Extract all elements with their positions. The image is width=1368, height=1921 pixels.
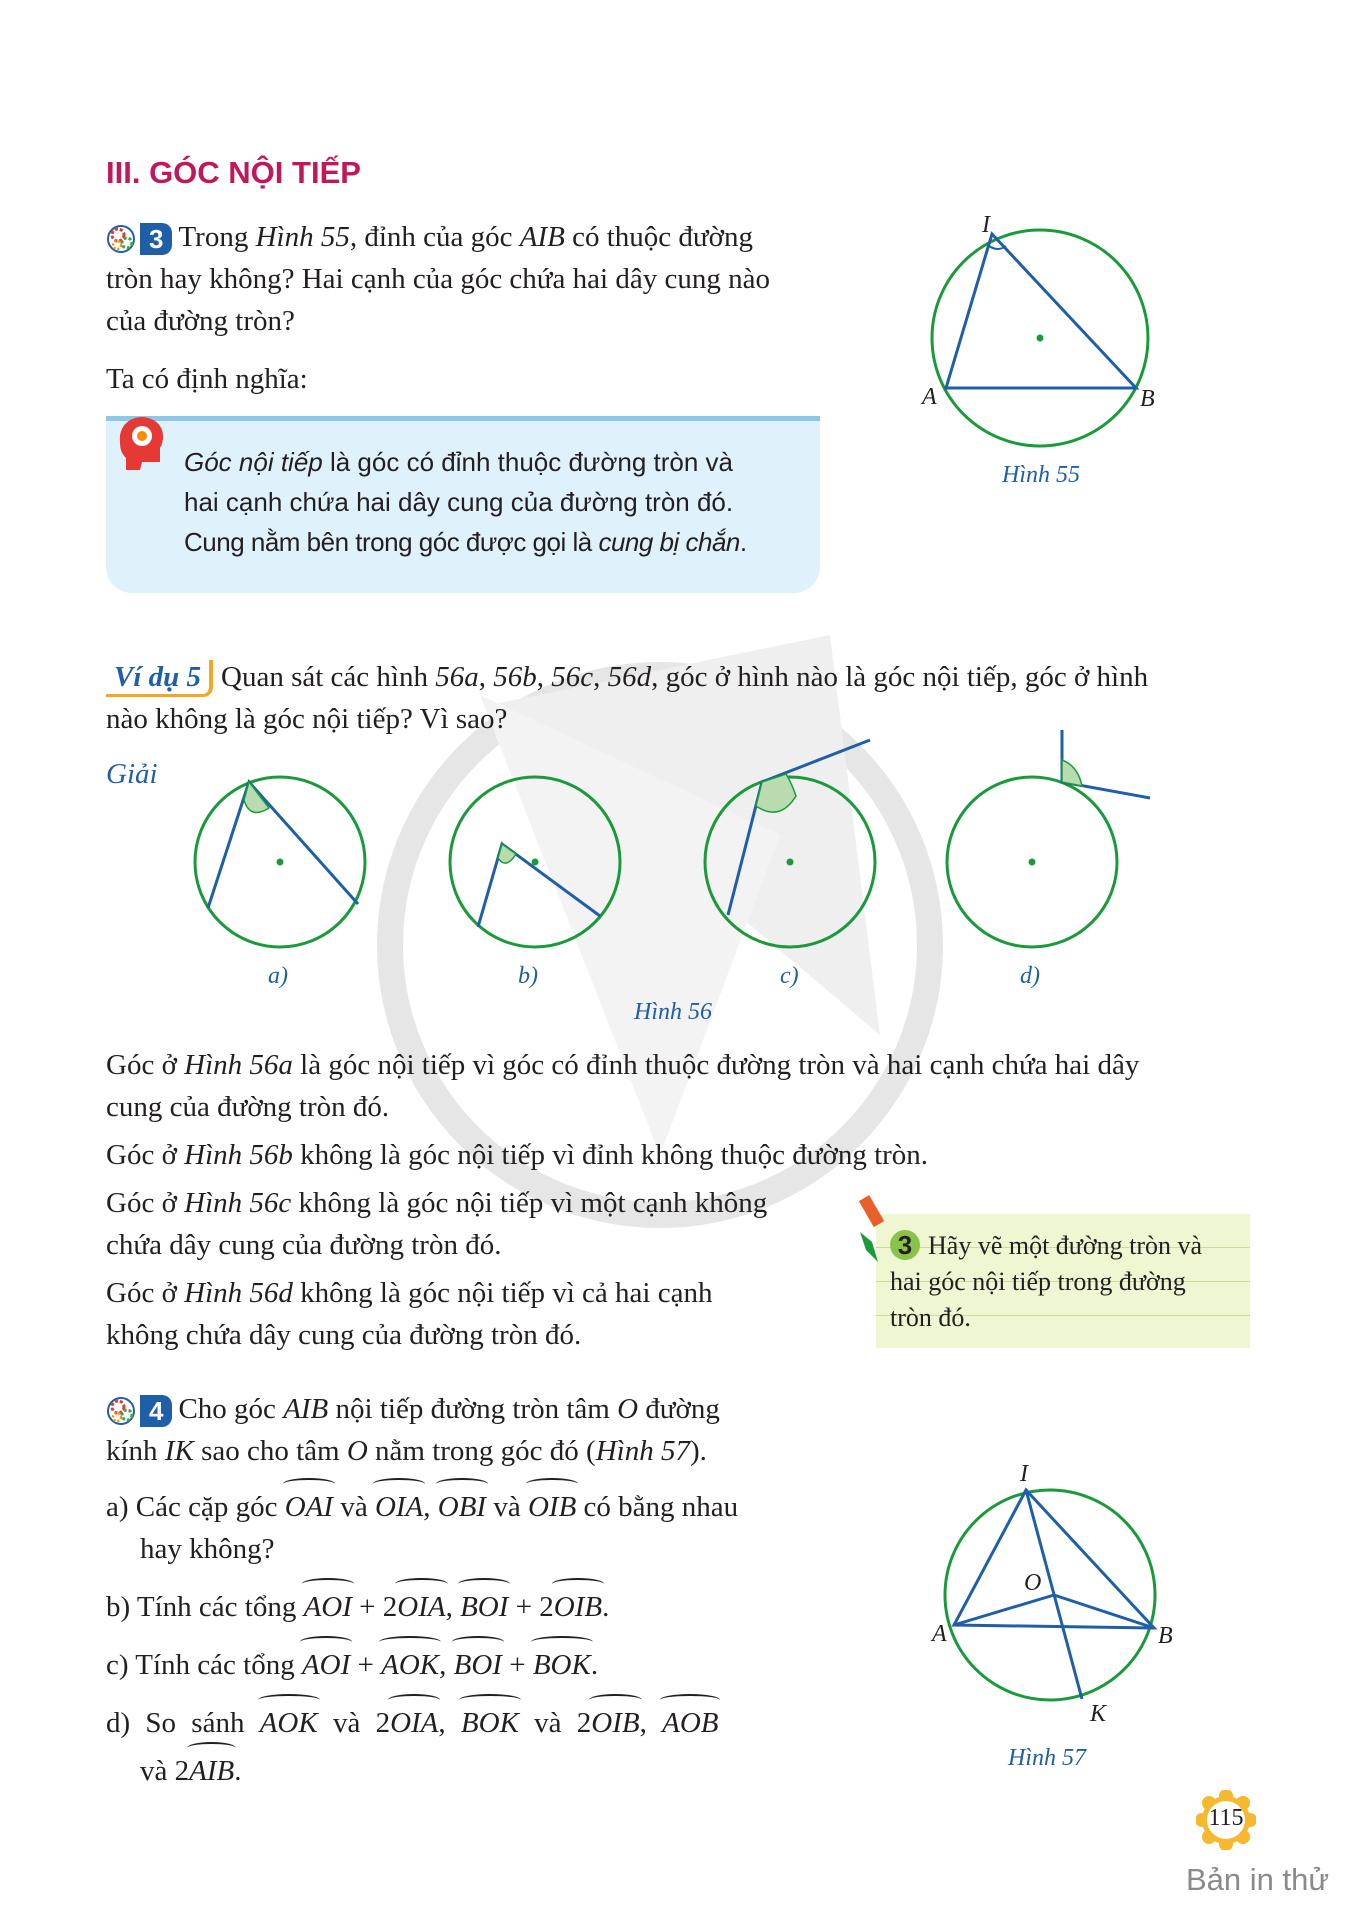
activity-number: 4 bbox=[140, 1395, 172, 1427]
label-O: O bbox=[1024, 1570, 1042, 1596]
angle-name: OBI bbox=[438, 1480, 486, 1528]
text: không là góc nội tiếp vì đỉnh không thuộc đường tròn. bbox=[292, 1139, 929, 1171]
text-line: chứa dây cung của đường tròn đó. bbox=[106, 1229, 502, 1261]
text: Trong bbox=[178, 221, 256, 253]
point-name: O bbox=[346, 1435, 368, 1467]
text: , bbox=[438, 1707, 461, 1739]
text: có bằng nhau bbox=[576, 1491, 739, 1523]
text: Cho góc bbox=[178, 1393, 284, 1425]
center-point bbox=[1037, 335, 1044, 342]
angle-name: AOI bbox=[302, 1638, 350, 1686]
text: Góc ở bbox=[106, 1049, 185, 1081]
section-title: III. GÓC NỘI TIẾP bbox=[106, 155, 361, 190]
label-B: B bbox=[1158, 1623, 1173, 1649]
angle-name: AOK bbox=[260, 1696, 318, 1744]
text: , bbox=[639, 1707, 663, 1739]
text: nội tiếp đường tròn tâm bbox=[328, 1393, 618, 1425]
text: không là góc nội tiếp vì một cạnh không bbox=[291, 1187, 768, 1219]
angle-name: AOI bbox=[304, 1580, 352, 1628]
angle-name: AOB bbox=[662, 1696, 718, 1744]
activity-4 bbox=[106, 1388, 826, 1792]
text: , góc ở hình nào là góc nội tiếp, góc ở hình bbox=[651, 661, 1149, 693]
angle-name: OIB bbox=[591, 1696, 639, 1744]
text: . bbox=[590, 1649, 599, 1681]
text: sao cho tâm bbox=[193, 1435, 347, 1467]
text: , bbox=[593, 661, 608, 693]
text: , bbox=[439, 1649, 454, 1681]
label-I: I bbox=[1020, 1461, 1028, 1487]
fig-ref: Hình 56b bbox=[184, 1139, 293, 1171]
draft-watermark-text: Bản in thử bbox=[1186, 1862, 1330, 1897]
text: là góc có đỉnh thuộc đường tròn và bbox=[322, 447, 734, 477]
text: d) So sánh bbox=[106, 1707, 260, 1739]
point-name: O bbox=[617, 1393, 639, 1425]
text: + 2 bbox=[508, 1591, 554, 1623]
angle-name: AOK bbox=[381, 1638, 439, 1686]
angle-name: OIB bbox=[554, 1580, 602, 1628]
angle-name: BOI bbox=[454, 1638, 502, 1686]
caption: Hình 57 bbox=[1008, 1745, 1086, 1771]
fig-ref: 56c bbox=[551, 661, 594, 693]
text: Góc ở bbox=[106, 1277, 185, 1309]
angle-name: OAI bbox=[285, 1480, 333, 1528]
practice-number: 3 bbox=[890, 1230, 920, 1260]
label-a: a) bbox=[268, 963, 288, 989]
text: là góc nội tiếp vì góc có đỉnh thuộc đường tròn và hai cạnh chứa hai dây bbox=[292, 1049, 1140, 1081]
label-A: A bbox=[922, 384, 937, 410]
angle-name: AIB bbox=[519, 221, 565, 253]
angle-name: OIA bbox=[397, 1580, 445, 1628]
term: cung bị chắn bbox=[598, 527, 740, 557]
text: và bbox=[333, 1491, 375, 1523]
text-line: hai góc nội tiếp trong đường bbox=[890, 1267, 1186, 1296]
fig56c bbox=[705, 740, 875, 989]
label-c: c) bbox=[780, 963, 799, 989]
text: kính bbox=[106, 1435, 165, 1467]
fig-ref: Hình 56a bbox=[184, 1049, 293, 1081]
page-number: 115 bbox=[1208, 1805, 1244, 1831]
text: b) Tính các tổng bbox=[106, 1591, 304, 1623]
text: Cung nằm bên trong góc được gọi là bbox=[184, 527, 599, 557]
text-line: hai cạnh chứa hai dây cung của đường tròn đó. bbox=[184, 487, 734, 517]
text: Góc ở bbox=[106, 1139, 185, 1171]
answers bbox=[106, 1044, 1276, 1176]
fig-ref: 56d bbox=[607, 661, 652, 693]
figure-55 bbox=[910, 210, 1180, 510]
segment-name: IK bbox=[164, 1435, 194, 1467]
label-d: d) bbox=[1020, 963, 1040, 989]
text: , bbox=[445, 1591, 461, 1623]
text: . bbox=[602, 1591, 610, 1623]
text: và 2 bbox=[518, 1707, 592, 1739]
text-line: của đường tròn? bbox=[106, 305, 295, 337]
triangle bbox=[946, 234, 1136, 388]
figure-57 bbox=[930, 1455, 1200, 1785]
activity-badge bbox=[106, 1393, 172, 1429]
label-I: I bbox=[982, 212, 990, 238]
text-line: tròn đó. bbox=[890, 1303, 971, 1332]
angle-name: BOK bbox=[461, 1696, 519, 1744]
activity-3 bbox=[106, 216, 826, 342]
angle-name: AIB bbox=[283, 1393, 329, 1425]
text-line: tròn hay không? Hai cạnh của góc chứa hai dây cung nào bbox=[106, 263, 770, 295]
text: + bbox=[350, 1649, 382, 1681]
fig-ref: Hình 56d bbox=[184, 1277, 293, 1309]
text: nằm trong góc đó ( bbox=[367, 1435, 596, 1467]
text: , bbox=[478, 661, 494, 693]
angle-name: BOI bbox=[460, 1580, 508, 1628]
label-B: B bbox=[1140, 386, 1155, 412]
text: + 2 bbox=[351, 1591, 398, 1623]
text: có thuộc đường bbox=[564, 221, 753, 253]
fig-ref: 56b bbox=[493, 661, 537, 693]
text-line: nào không là góc nội tiếp? Vì sao? bbox=[106, 703, 508, 735]
definition-text bbox=[184, 442, 804, 562]
text: và bbox=[486, 1491, 528, 1523]
text-line: không chứa dây cung của đường tròn đó. bbox=[106, 1319, 582, 1351]
angle-name: OIA bbox=[390, 1696, 438, 1744]
fig56b bbox=[450, 777, 620, 989]
definition-intro: Ta có định nghĩa: bbox=[106, 363, 308, 395]
text: + bbox=[501, 1649, 533, 1681]
text-line: cung của đường tròn đó. bbox=[106, 1091, 390, 1123]
fig56a bbox=[195, 777, 365, 989]
idea-head-icon bbox=[112, 412, 170, 474]
label-b: b) bbox=[518, 963, 538, 989]
text: a) Các cặp góc bbox=[106, 1491, 285, 1523]
label-K: K bbox=[1090, 1701, 1107, 1727]
text: và 2 bbox=[317, 1707, 391, 1739]
text-line: hay không? bbox=[140, 1533, 275, 1565]
text: ). bbox=[689, 1435, 707, 1467]
practice-text bbox=[890, 1228, 1250, 1336]
text: . bbox=[234, 1755, 242, 1787]
angle-name: OIA bbox=[375, 1480, 423, 1528]
text: Quan sát các hình bbox=[221, 661, 436, 693]
example-label: Ví dụ 5 bbox=[106, 660, 213, 697]
caption: Hình 55 bbox=[1002, 462, 1080, 488]
angle-name: AIB bbox=[189, 1744, 234, 1792]
figure-56 bbox=[180, 730, 1170, 1030]
fig-ref: Hình 56c bbox=[184, 1187, 292, 1219]
solution-label: Giải bbox=[106, 758, 158, 790]
triangle bbox=[954, 1490, 1154, 1628]
fig56d bbox=[947, 730, 1150, 989]
text: đường bbox=[638, 1393, 720, 1425]
label-A: A bbox=[932, 1621, 947, 1647]
answers-cd bbox=[106, 1182, 826, 1356]
fig-ref: Hình 57 bbox=[595, 1435, 690, 1467]
example-5 bbox=[106, 656, 1276, 740]
text: . bbox=[739, 527, 747, 557]
text: c) Tính các tổng bbox=[106, 1649, 302, 1681]
angle-name: OIB bbox=[528, 1480, 576, 1528]
caption: Hình 56 bbox=[634, 999, 712, 1025]
text: , đỉnh của góc bbox=[349, 221, 520, 253]
fig-ref: 56a bbox=[435, 661, 479, 693]
term: Góc nội tiếp bbox=[184, 447, 323, 477]
text: Hãy vẽ một đường tròn và bbox=[928, 1231, 1203, 1260]
text: không là góc nội tiếp vì cả hai cạnh bbox=[292, 1277, 713, 1309]
activity-badge bbox=[106, 221, 172, 257]
text: , bbox=[536, 661, 552, 693]
angle-name: BOK bbox=[533, 1638, 591, 1686]
text: Góc ở bbox=[106, 1187, 185, 1219]
text: và 2 bbox=[140, 1755, 190, 1787]
fig-ref: Hình 55 bbox=[255, 221, 350, 253]
activity-number: 3 bbox=[140, 223, 172, 255]
text: , bbox=[423, 1491, 438, 1523]
